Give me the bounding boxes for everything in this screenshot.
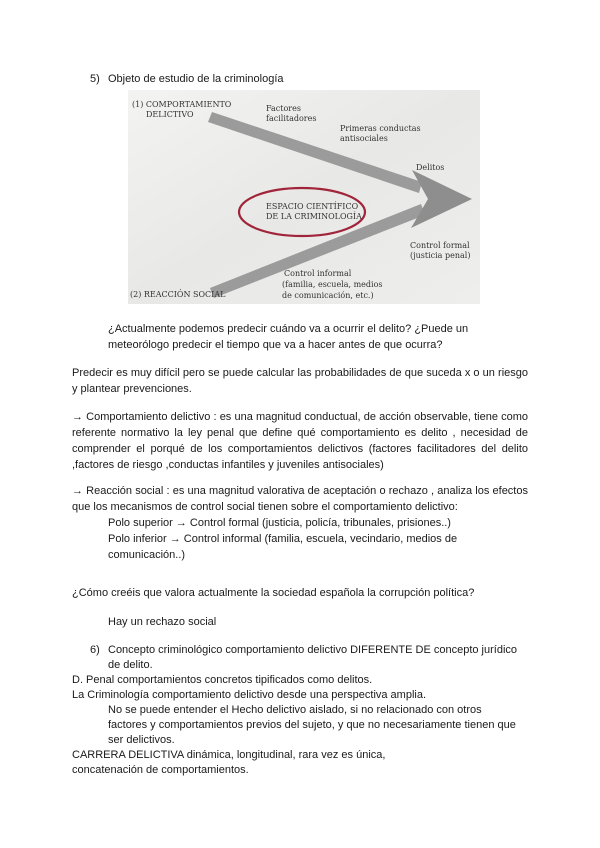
label-primeras-1: Primeras conductas bbox=[340, 124, 421, 133]
section-6-number: 6) bbox=[90, 644, 100, 656]
answer-1-paragraph: Predecir es muy difícil pero se puede calcular las probabilidades de que suceda x o un riesgo y plantear prevenciones. bbox=[72, 367, 528, 395]
polo-inferior-line-1: Polo inferior → Control informal (familia, escuela, vecindario, medios de bbox=[108, 533, 458, 545]
label-control-formal-2: (justicia penal) bbox=[410, 251, 471, 260]
reaccion-paragraph: → Reacción social : es una magnitud valorativa de aceptación o rechazo , analiza los efectos que los mecanismos de control social tienen sobre el comportamiento delictivo: bbox=[72, 485, 528, 513]
label-control-informal-2: (familia, escuela, medios bbox=[282, 280, 383, 289]
polo-superior: Polo superior → Control formal (justicia, policía, tribunales, prisiones..) bbox=[108, 517, 451, 529]
answer-2: Hay un rechazo social bbox=[108, 616, 217, 628]
section-5-title: Objeto de estudio de la criminología bbox=[108, 73, 284, 85]
nose-line-2: factores y comportamientos previos del sujeto, y que no necesariamente tienen que bbox=[108, 719, 516, 731]
label-reaccion-social: (2) REACCIÓN SOCIAL bbox=[130, 290, 226, 299]
label-factores-1: Factores bbox=[266, 104, 301, 113]
label-control-formal-1: Control formal bbox=[410, 241, 470, 250]
polo-inferior-line-2: comunicación..) bbox=[108, 549, 186, 561]
section-6-line-2: de delito. bbox=[108, 659, 153, 671]
question-1-line-2: meteorólogo predecir el tiempo que va a hacer antes de que ocurra? bbox=[108, 339, 443, 351]
label-factores-2: facilitadores bbox=[266, 114, 317, 123]
section-6-line-1: Concepto criminológico comportamiento delictivo DIFERENTE DE concepto jurídico bbox=[108, 644, 518, 656]
carrera-line-2: concatenación de comportamientos. bbox=[72, 764, 249, 776]
nose-line-1: No se puede entender el Hecho delictivo aislado, si no relacionado con otros bbox=[108, 704, 482, 716]
section-5-number: 5) bbox=[90, 73, 100, 85]
label-ellipse-2: DE LA CRIMINOLOGÍA bbox=[266, 212, 362, 221]
label-comportamiento-2: DELICTIVO bbox=[146, 110, 194, 119]
label-control-informal-3: de comunicación, etc.) bbox=[282, 291, 374, 300]
criminologia-line: La Criminología comportamiento delictivo desde una perspectiva amplia. bbox=[72, 689, 427, 701]
label-control-informal-1: Control informal bbox=[284, 269, 352, 278]
question-2: ¿Cómo creéis que valora actualmente la sociedad española la corrupción política? bbox=[72, 587, 475, 599]
dpenal-line: D. Penal comportamientos concretos tipificados como delitos. bbox=[72, 674, 373, 686]
criminology-diagram bbox=[128, 90, 480, 304]
question-1-line-1: ¿Actualmente podemos predecir cuándo va a ocurrir el delito? ¿Puede un bbox=[108, 323, 469, 335]
carrera-line-1: CARRERA DELICTIVA dinámica, longitudinal, rara vez es única, bbox=[72, 749, 386, 761]
diagram-svg bbox=[128, 90, 480, 304]
label-ellipse-1: ESPACIO CIENTÍFICO bbox=[266, 202, 359, 211]
label-comportamiento-1: (1) COMPORTAMIENTO bbox=[132, 100, 232, 109]
label-primeras-2: antisociales bbox=[340, 134, 388, 143]
label-delitos: Delitos bbox=[416, 163, 445, 172]
comportamiento-paragraph: → Comportamiento delictivo : es una magnitud conductual, de acción observable, tiene como referente normativo la ley penal que define qué comportamiento es delito , necesidad de comprender el porqué de los comportamientos delictivos (factores facilitadores del delito ,factores de riesgo ,conductas infantiles y juveniles antisociales) bbox=[72, 411, 528, 471]
nose-line-3: ser delictivos. bbox=[108, 734, 175, 746]
